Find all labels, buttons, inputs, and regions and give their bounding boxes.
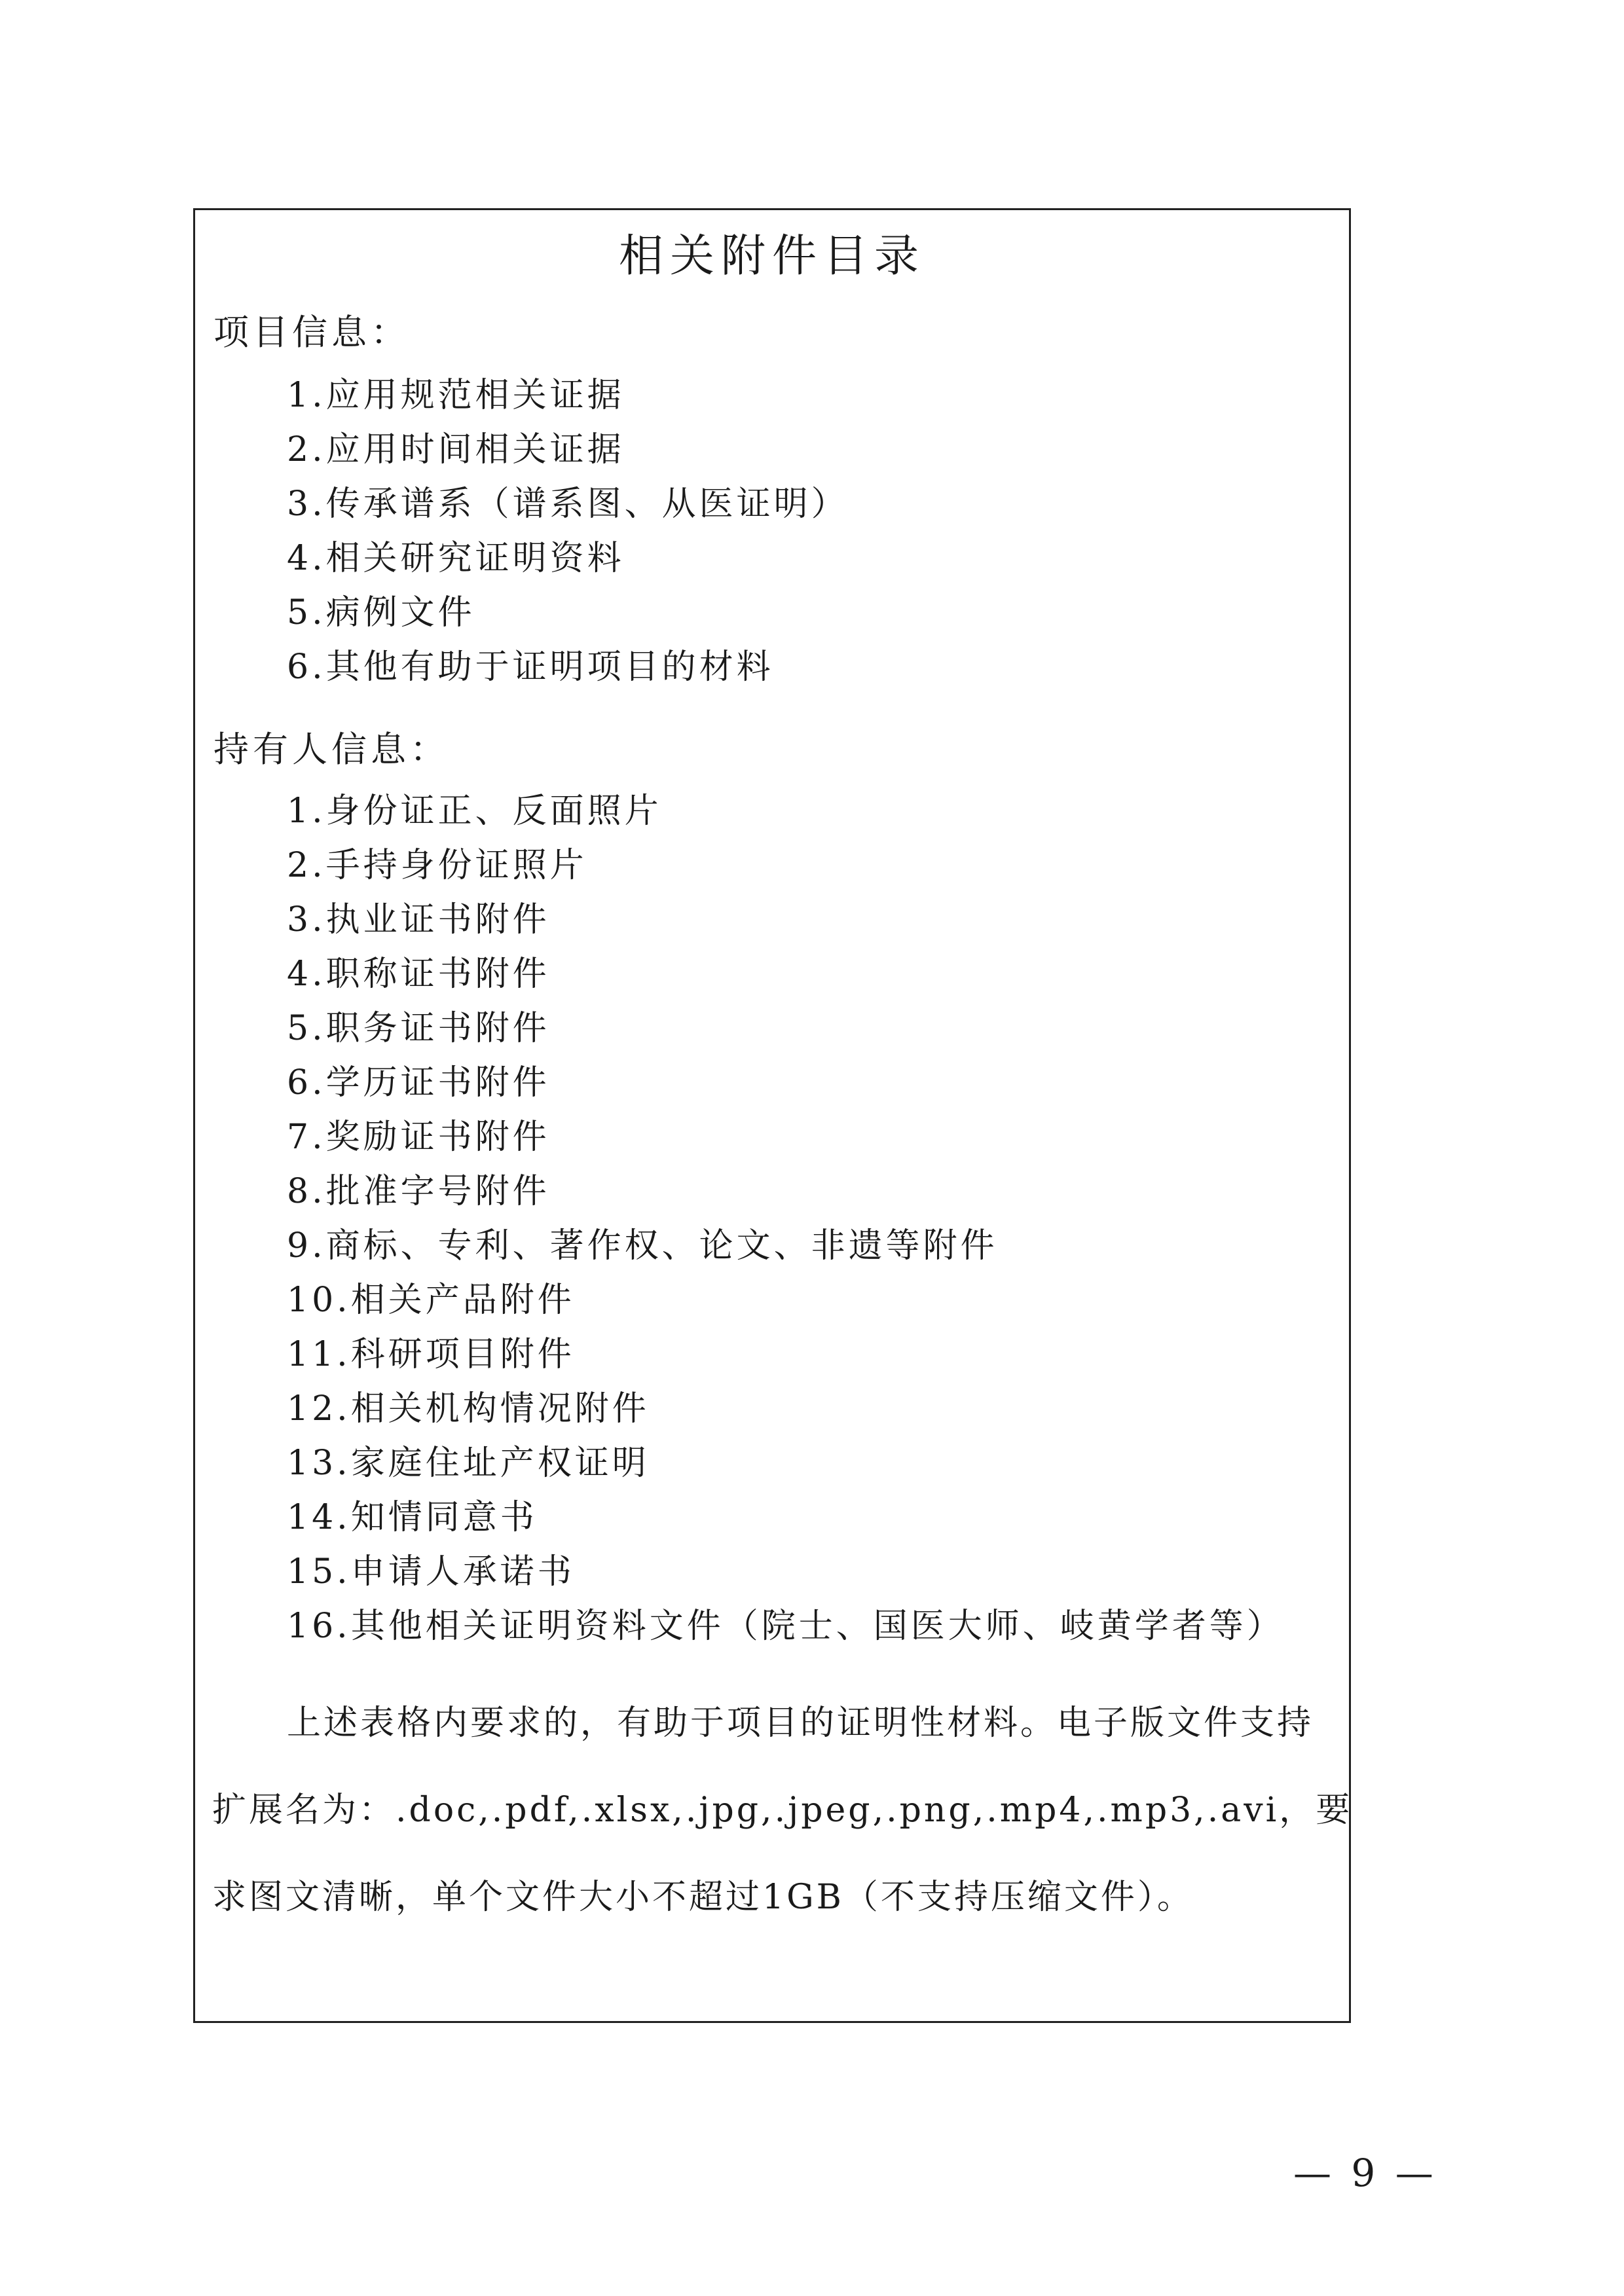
- list-item: 6.学历证书附件: [287, 1063, 550, 1102]
- page-title: 相关附件目录: [618, 230, 925, 282]
- list-item: 4.相关研究证明资料: [287, 539, 625, 578]
- list-item: 1.身份证正、反面照片: [287, 792, 662, 831]
- page-number: — 9 —: [1293, 2151, 1437, 2195]
- note-line-3: 求图文清晰，单个文件大小不超过1GB（不支持压缩文件）。: [212, 1878, 1194, 1917]
- list-item: 9.商标、专利、著作权、论文、非遗等附件: [287, 1226, 998, 1266]
- file-format-note: [212, 1680, 1353, 1941]
- list-item: 3.传承谱系（谱系图、从医证明）: [287, 484, 849, 524]
- list-item: 6.其他有助于证明项目的材料: [287, 647, 774, 687]
- holder-info-list: [287, 784, 1284, 1654]
- list-item: 12.相关机构情况附件: [287, 1389, 650, 1429]
- list-item: 5.病例文件: [287, 593, 475, 632]
- list-item: 14.知情同意书: [287, 1498, 538, 1537]
- list-item: 11.科研项目附件: [287, 1335, 575, 1374]
- holder-info-heading: 持有人信息：: [213, 729, 449, 770]
- list-item: 2.应用时间相关证据: [287, 430, 625, 469]
- list-item: 7.奖励证书附件: [287, 1118, 550, 1157]
- list-item: 4.职称证书附件: [287, 955, 550, 994]
- list-item: 15.申请人承诺书: [287, 1552, 575, 1592]
- note-line-2: 扩展名为：.doc,.pdf,.xlsx,.jpg,.jpeg,.png,.mp4,.mp3,.avi，要: [212, 1791, 1353, 1830]
- attachment-catalog-box: [193, 208, 1351, 2023]
- list-item: 2.手持身份证照片: [287, 846, 587, 885]
- project-info-list: [287, 369, 849, 695]
- note-line-1: 上述表格内要求的，有助于项目的证明性材料。电子版文件支持: [287, 1704, 1314, 1743]
- project-info-heading: 项目信息：: [213, 312, 410, 353]
- list-item: 10.相关产品附件: [287, 1281, 575, 1320]
- list-item: 1.应用规范相关证据: [287, 376, 625, 415]
- list-item: 16.其他相关证明资料文件（院士、国医大师、岐黄学者等）: [287, 1607, 1284, 1646]
- list-item: 13.家庭住址产权证明: [287, 1444, 650, 1483]
- list-item: 5.职务证书附件: [287, 1009, 550, 1048]
- list-item: 3.执业证书附件: [287, 900, 550, 939]
- list-item: 8.批准字号附件: [287, 1172, 550, 1211]
